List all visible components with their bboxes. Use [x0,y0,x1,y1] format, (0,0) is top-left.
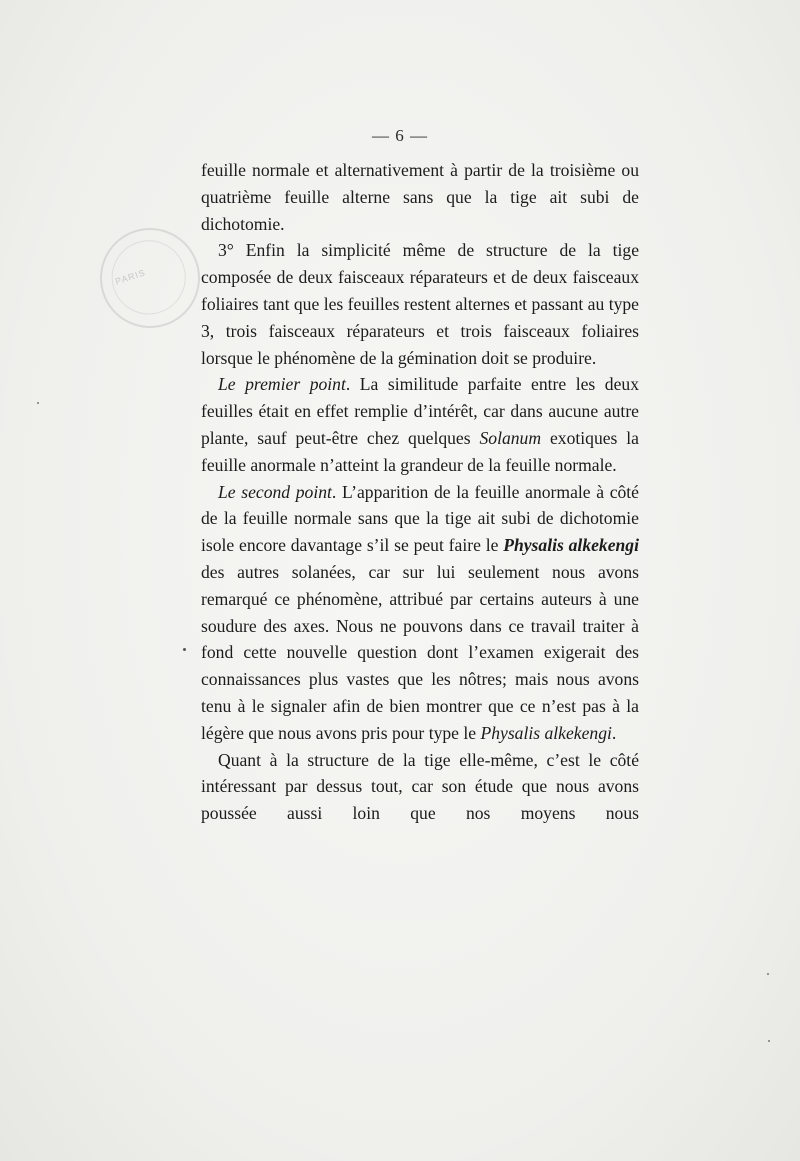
emphasis-run: Physalis alkekengi [480,722,612,743]
paper-speck [37,402,39,404]
text-run: feuille normale et alternativement à partir de la troisième ou quatrième feuille alterne sans que la tige ait subi de dichotomie. [201,160,639,234]
text-run: des autres solanées, car sur lui seulement nous avons remarqué ce phénomène, attribué par certains auteurs à une soudure des axes. Nous ne pouvons dans ce travail traiter à fond cette nouvelle question dont l’examen exigerait des connaissances plus vastes que les nôtres; mais nous avons tenu à le signaler afin de bien montrer que ce n’est pas à la légère que nous avons pris pour type le [201,561,639,743]
text-run: Quant à la structure de la tige elle-même, c’est le côté intéressant par dessus tout, car son étude que nous avons poussée aussi loin que nos moyens nous [201,749,639,824]
emphasis-run: Le premier point [218,374,346,395]
paragraph-3 [201,371,639,478]
library-stamp [87,215,213,341]
paragraph-1 [201,157,639,237]
paper-speck [768,1040,770,1042]
emphasis-run: Solanum [479,427,542,448]
text-run: . La similitude parfaite entre les deux feuilles était en effet remplie d’intérêt, car dans aucune autre plante, sauf peut-être chez quelques [201,374,640,448]
paper-speck [767,973,769,975]
stamp-text: PARIS [113,267,147,287]
emphasis-run: Le second point [218,481,332,502]
text-run: 3° Enfin la simplicité même de structure de la tige composée de deux faisceaux réparateurs et de deux faisceaux foliaires tant que les feuilles restent alternes et passant au type 3, trois faisceaux réparateurs et trois faisceaux foliaires lorsque le phénomène de la gémination doit se produire. [201,240,639,368]
text-run: exotiques la feuille anormale n’atteint la grandeur de la feuille normale. [201,427,639,475]
paragraph-4 [201,479,639,747]
emphasis-run: Physalis alkekengi [503,535,639,556]
page-number: — 6 — [372,126,428,145]
text-run: . L’apparition de la feuille anormale à côté de la feuille normale sans que la tige ait subi de dichotomie isole encore davantage s’il se peut faire le [201,481,639,556]
margin-mark [183,648,186,651]
paragraph-2 [201,237,639,371]
text-run: . [611,722,617,743]
body-text [201,157,639,827]
paragraph-5 [201,747,639,827]
